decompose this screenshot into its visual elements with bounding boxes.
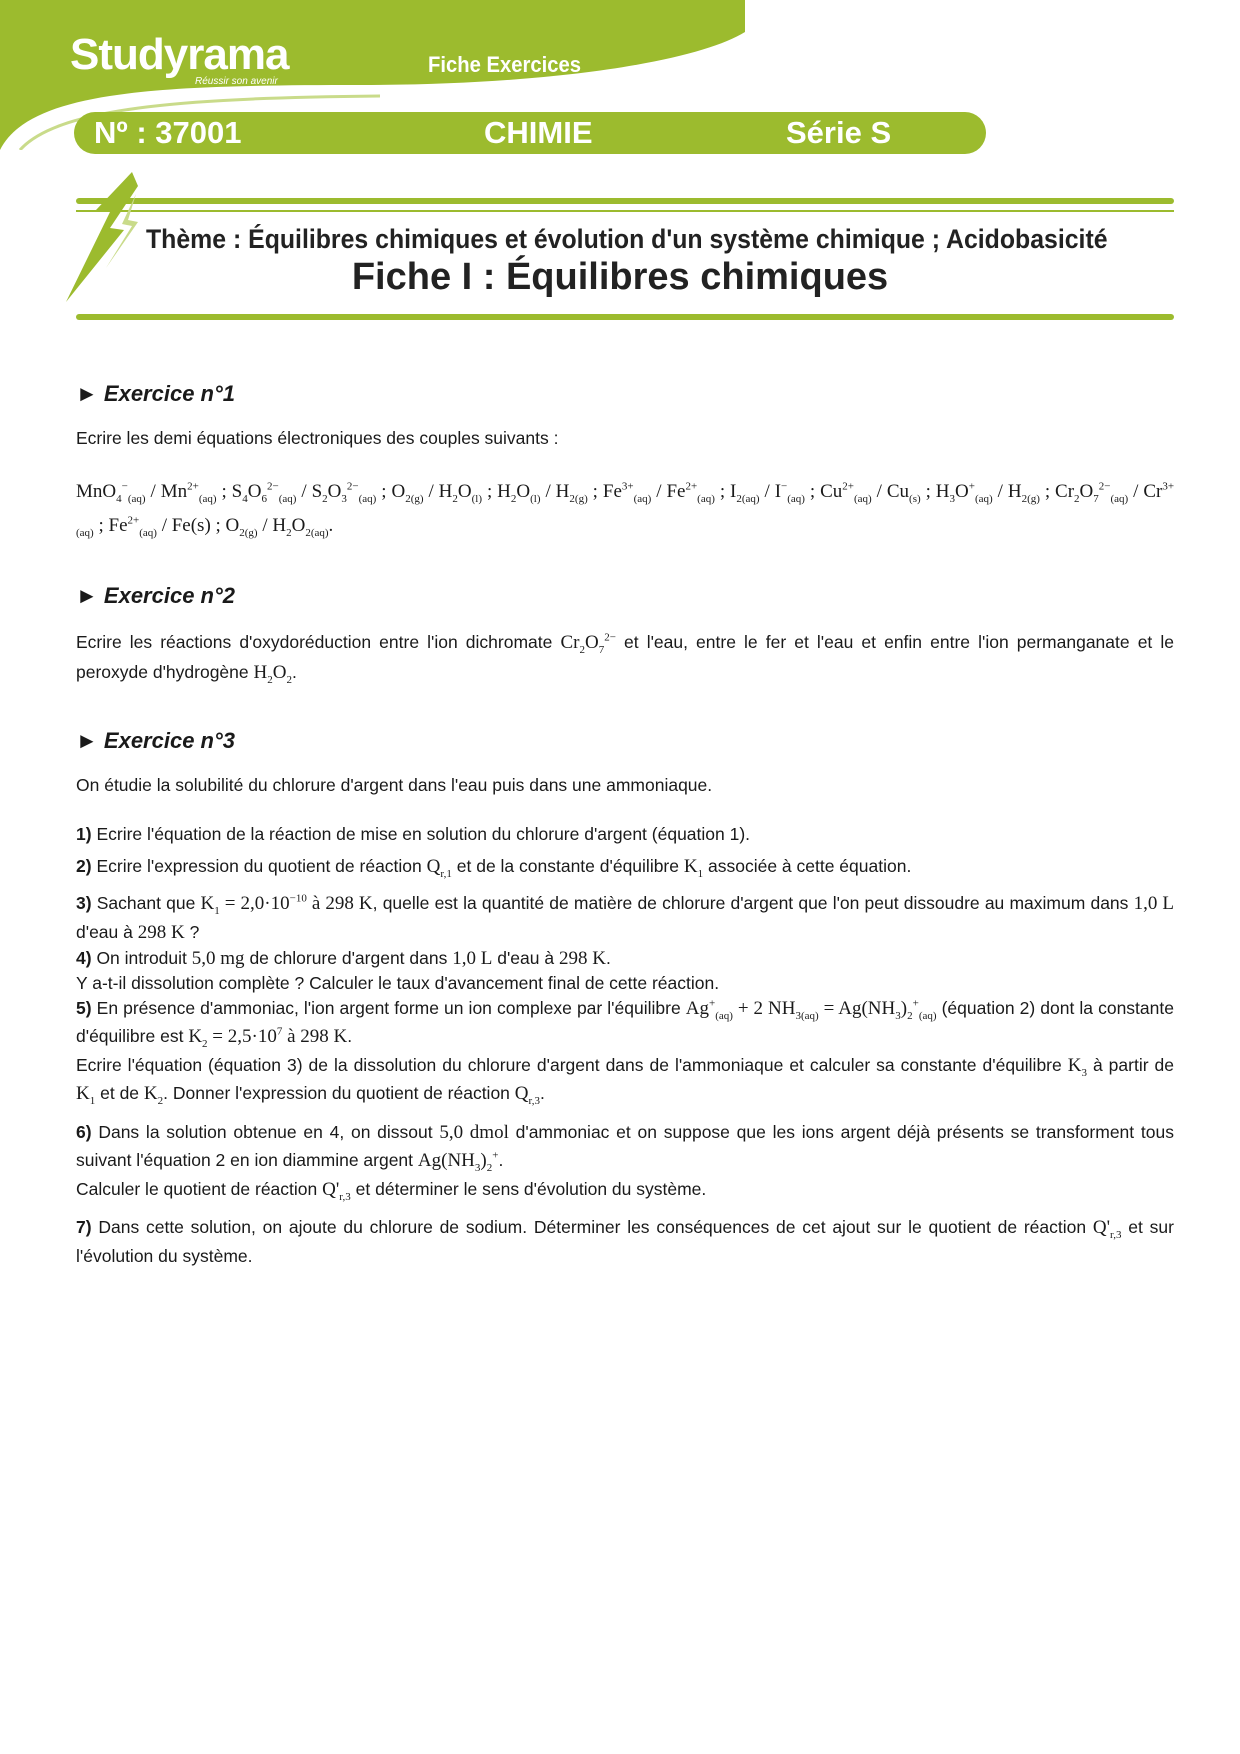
question-6: 6) Dans la solution obtenue en 4, on dissout 5,0 dmol d'ammoniac et on suppose que les ions argent déjà présents se transforment tous suivant l'équation 2 en ion diammine argent $Ag(NH_3)_2^+$. Calculer le quotient de réaction $Q'_{r,3}$ et déterminer le sens d'évolution du système. [76,1121,1174,1203]
title-rule-top [76,198,1174,204]
question-1: 1) Ecrire l'équation de la réaction de mise en solution du chlorure d'argent (équation 1). [76,823,751,844]
sheet-number: Nº : 37001 [94,115,242,150]
question-5: 5) En présence d'ammoniac, l'ion argent forme un ion complexe par l'équilibre $Ag^+_{(aq)} + 2$ $NH_{3(aq)} = Ag(NH_3)_2^+_{(aq)}$ (équation 2) dont la constante d'équilibre est $K_2 = 2,5\cdot 10^7$ à 298 K. Ecrire l'équation (équation 3) de la dissolution du chlorure d'argent dans de l'ammoniaque et calculer sa constante d'équilibre $K_3$ à partir de $K_1$ et de $K_2$. Donner l'expression du quotient de réaction $Q_{r,3}$. [76,997,1174,1107]
logo-tagline: Réussir son avenir [195,76,278,87]
exercise-2-title: ► Exercice n°2 [76,582,236,608]
question-2: 2) Ecrire l'expression du quotient de réaction $Q_{r,1}$ et de la constante d'équilibre $K_1$ associée à cette équation. [76,856,912,881]
arrow-icon: ► [76,582,98,608]
logo-wordmark: Studyrama [70,30,289,79]
exercise-1-couples: $MnO_4^-_{(aq)} / Mn^{2+}_{(aq)}$ ; $S_4O_6^{2-}_{(aq)} / S_2O_3^{2-}_{(aq)}$ ; $O_{2(g)} / H_2O_{(l)}$ ; $H_2O_{(l)} / H_{2(g)}$ ; $Fe^{3+}_{(aq)} / Fe^{2+}_{(aq)}$ ; $I_{2(aq)} / I^-_{(aq)}$ ; $Cu^{2+}_{(aq)} / Cu_{(s)}$ ; $H_3O^+_{(aq)} / H_{2(g)}$ ; $Cr_2O_7^{2-}_{(aq)} / Cr^{3+}_{(aq)}$ ; $Fe^{2+}_{(aq)} / Fe(s)$ ; $O_{2(g)} / H_2O_{2(aq)}$. [76,481,1175,539]
studyrama-logo [62,30,302,90]
serie-label: Série S [786,115,892,150]
exercise-3-title: ► Exercice n°3 [76,728,236,754]
subject-label: CHIMIE [484,115,593,150]
arrow-icon: ► [76,381,98,406]
arrow-icon: ► [76,728,98,754]
exercise-content [76,380,1174,1269]
title-rule-top-thin [76,210,1174,212]
question-3: 3) Sachant que $K_1 = 2,0\cdot 10^{-10}$ à 298 K, quelle est la quantité de matière de chlorure d'argent que l'on peut dissoudre au maximum dans 1,0 L d'eau à 298 K ? [76,892,1174,943]
fiche-type-label: Fiche Exercices [428,52,582,77]
title-rule-bottom [76,314,1174,320]
exercise-1-title: ► Exercice n°1 [76,381,236,406]
info-banner [74,112,986,154]
theme-heading: Thème : Équilibres chimiques et évolution d'un système chimique ; Acidobasicité [146,224,1108,254]
fiche-title: Fiche I : Équilibres chimiques [351,256,889,298]
exercise-3-intro: On étudie la solubilité du chlorure d'argent dans l'eau puis dans une ammoniaque. [76,774,713,795]
question-4: 4) On introduit 5,0 mg de chlorure d'argent dans 1,0 L d'eau à 298 K. Y a-t-il dissolution complète ? Calculer le taux d'avancement final de cette réaction. [76,948,720,993]
exercise-1-intro: Ecrire les demi équations électroniques des couples suivants : [76,427,559,448]
exercise-2-text: Ecrire les réactions d'oxydoréduction entre l'ion dichromate $Cr_2O_7^{2-}$ et l'eau, entre le fer et l'eau et enfin entre l'ion permanganate et le peroxyde d'hydrogène $H_2O_2$. [76,632,1174,686]
question-7: 7) Dans cette solution, on ajoute du chlorure de sodium. Déterminer les conséquences de cet ajout sur le quotient de réaction $Q'_{r,3}$ et sur l'évolution du système. [76,1217,1174,1266]
